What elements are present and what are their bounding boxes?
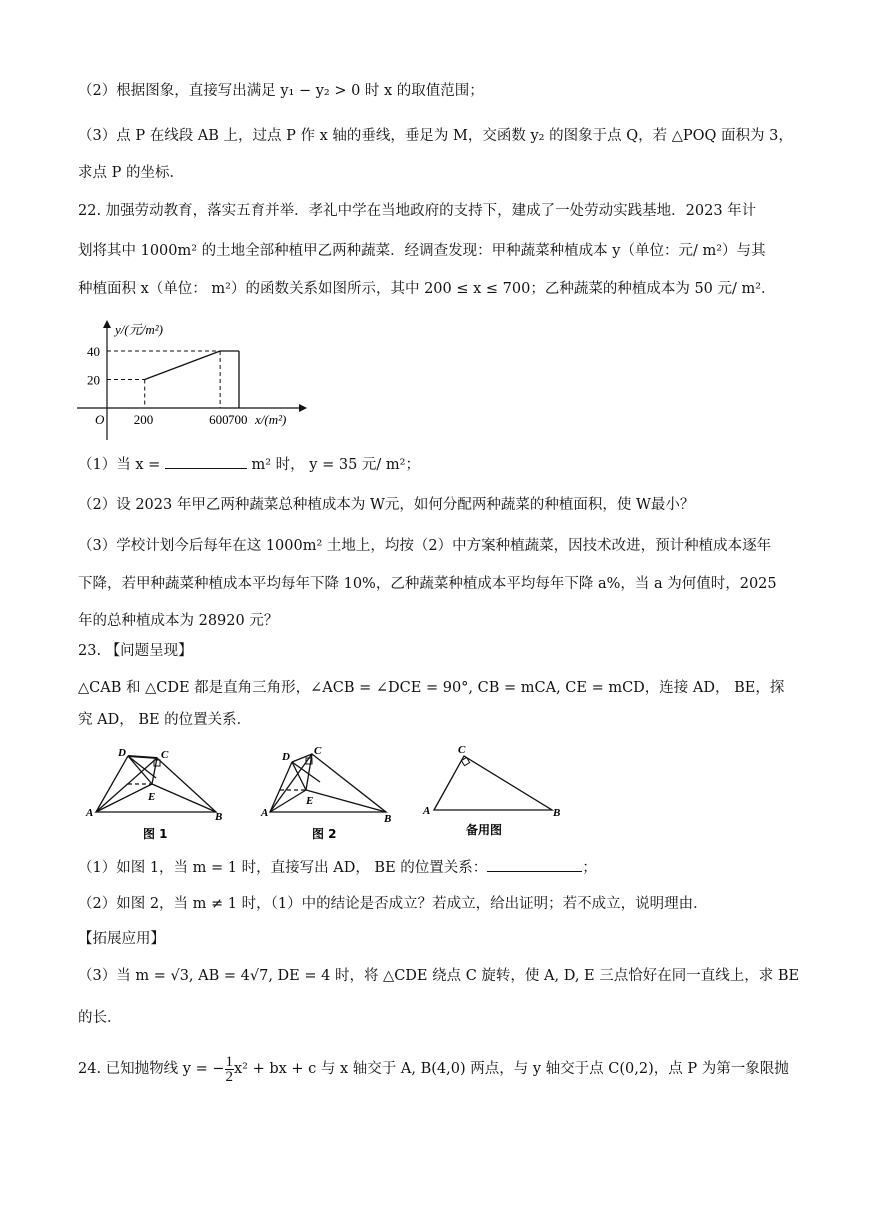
q24-line1-suffix: x² + bx + c 与 x 轴交于 A, B(4,0) 两点，与 y 轴交于点 C(0,2)，点 P 为第一象限抛	[234, 1061, 789, 1077]
q22-part1-prefix: （1）当 x =	[78, 457, 165, 473]
spare-caption: 备用图	[466, 823, 503, 837]
q24-fraction	[225, 1055, 235, 1084]
q23-part2: （2）如图 2，当 m ≠ 1 时，（1）中的结论是否成立？若成立，给出证明；若不成立，说明理由．	[78, 896, 708, 912]
fig2-label-c: C	[314, 745, 322, 757]
fig1-db-dashed	[128, 756, 156, 778]
fig2-be	[306, 790, 386, 812]
fig1-label-e: E	[148, 791, 156, 803]
q23-part3-line2: 的长．	[78, 1010, 122, 1026]
fig1-label-c: C	[161, 749, 169, 761]
q24-line1	[78, 1054, 789, 1084]
q22-answer-blank[interactable]	[165, 454, 247, 469]
y-axis-label: y/(元/m²)	[115, 322, 163, 337]
x-tick-label-600: 600	[209, 412, 229, 427]
q22-part3-line2: 下降，若甲种蔬菜种植成本平均每年下降 10%，乙种蔬菜种植成本平均每年下降 a%，当 a 为何值时，2025	[78, 576, 777, 592]
q23-line1: △CAB 和 △CDE 都是直角三角形，∠ACB = ∠DCE = 90°, CB = mCA, CE = mCD，连接 AD， BE，探	[78, 680, 785, 696]
q22-part1	[78, 454, 420, 476]
q21-part2: （2）根据图象，直接写出满足 y₁ − y₂ > 0 时 x 的取值范围；	[78, 83, 484, 99]
fig2-db	[292, 762, 320, 782]
fig2-label-e: E	[306, 795, 314, 807]
q23-part3-line1: （3）当 m = √3, AB = 4√7, DE = 4 时，将 △CDE 绕点 C 旋转，使 A, D, E 三点恰好在同一直线上，求 BE	[78, 968, 800, 984]
fig1-be	[152, 784, 216, 812]
graph-segment-0	[145, 351, 220, 380]
q22-line1: 22. 加强劳动教育，落实五育并举．孝礼中学在当地政府的支持下，建成了一处劳动实践基地．2023 年计	[78, 203, 757, 219]
fig1-dc	[128, 756, 157, 758]
spare-label-b: B	[553, 807, 561, 819]
q21-part3-line1: （3）点 P 在线段 AB 上，过点 P 作 x 轴的垂线，垂足为 M，交函数 y₂ 的图象于点 Q，若 △POQ 面积为 3，	[78, 128, 793, 144]
spare-label-c: C	[458, 744, 466, 756]
q21-part3-line2: 求点 P 的坐标．	[78, 165, 184, 181]
q23-heading: 23. 【问题呈现】	[78, 643, 193, 659]
q23-answer-blank[interactable]	[487, 857, 582, 872]
fig2-label-b: B	[384, 813, 392, 825]
q23-part1	[78, 857, 597, 879]
origin-label: O	[95, 412, 105, 427]
q22-part2: （2）设 2023 年甲乙两种蔬菜总种植成本为 W元，如何分配两种蔬菜的种植面积，使 W最小？	[78, 497, 695, 513]
q22-line2: 划将其中 1000m² 的土地全部种植甲乙两种蔬菜．经调查发现：甲种蔬菜种植成本 y（单位：元/ m²）与其	[78, 243, 766, 259]
cost-graph	[75, 318, 315, 443]
q22-part1-suffix: m² 时， y = 35 元/ m²；	[246, 457, 420, 473]
fig2-label-a: A	[261, 807, 269, 819]
x-axis-label: x/(m²)	[255, 412, 287, 427]
x-tick-label-700: 700	[228, 412, 248, 427]
fig1-label-b: B	[215, 811, 223, 823]
q23-extension-heading: 【拓展应用】	[78, 931, 165, 947]
q22-part3-line3: 年的总种植成本为 28920 元？	[78, 613, 279, 629]
figure-spare	[422, 744, 560, 837]
fig1-caption: 图 1	[143, 827, 168, 841]
spare-triangle-cab	[434, 756, 552, 810]
y-tick-label-20: 20	[87, 372, 100, 388]
q24-line1-prefix: 24. 已知抛物线 y = −	[78, 1061, 225, 1077]
q24-frac-num: 1	[225, 1053, 233, 1070]
q23-figures	[80, 742, 580, 842]
fig2-label-d: D	[282, 751, 290, 763]
y-tick-label-40: 40	[87, 344, 100, 359]
y-axis-arrow	[103, 320, 111, 328]
q23-part1-prefix: （1）如图 1，当 m = 1 时，直接写出 AD， BE 的位置关系：	[78, 860, 488, 876]
fig2-caption: 图 2	[312, 827, 337, 841]
x-axis-arrow	[299, 404, 307, 412]
fig1-label-d: D	[118, 747, 126, 759]
spare-label-a: A	[423, 805, 431, 817]
q23-part1-suffix: ；	[582, 860, 597, 876]
x-tick-label-200: 200	[133, 412, 154, 427]
q22-part3-line1: （3）学校计划今后每年在这 1000m² 土地上，均按（2）中方案种植蔬菜，因技术改进，预计种植成本逐年	[78, 538, 772, 554]
figure-2	[260, 745, 391, 841]
figure-1	[85, 747, 222, 841]
q24-frac-den: 2	[225, 1068, 233, 1085]
q23-line2: 究 AD， BE 的位置关系．	[78, 712, 252, 728]
q22-line3: 种植面积 x（单位： m²）的函数关系如图所示，其中 200 ≤ x ≤ 700；乙种蔬菜的种植成本为 50 元/ m²．	[78, 281, 776, 297]
fig1-label-a: A	[86, 807, 94, 819]
